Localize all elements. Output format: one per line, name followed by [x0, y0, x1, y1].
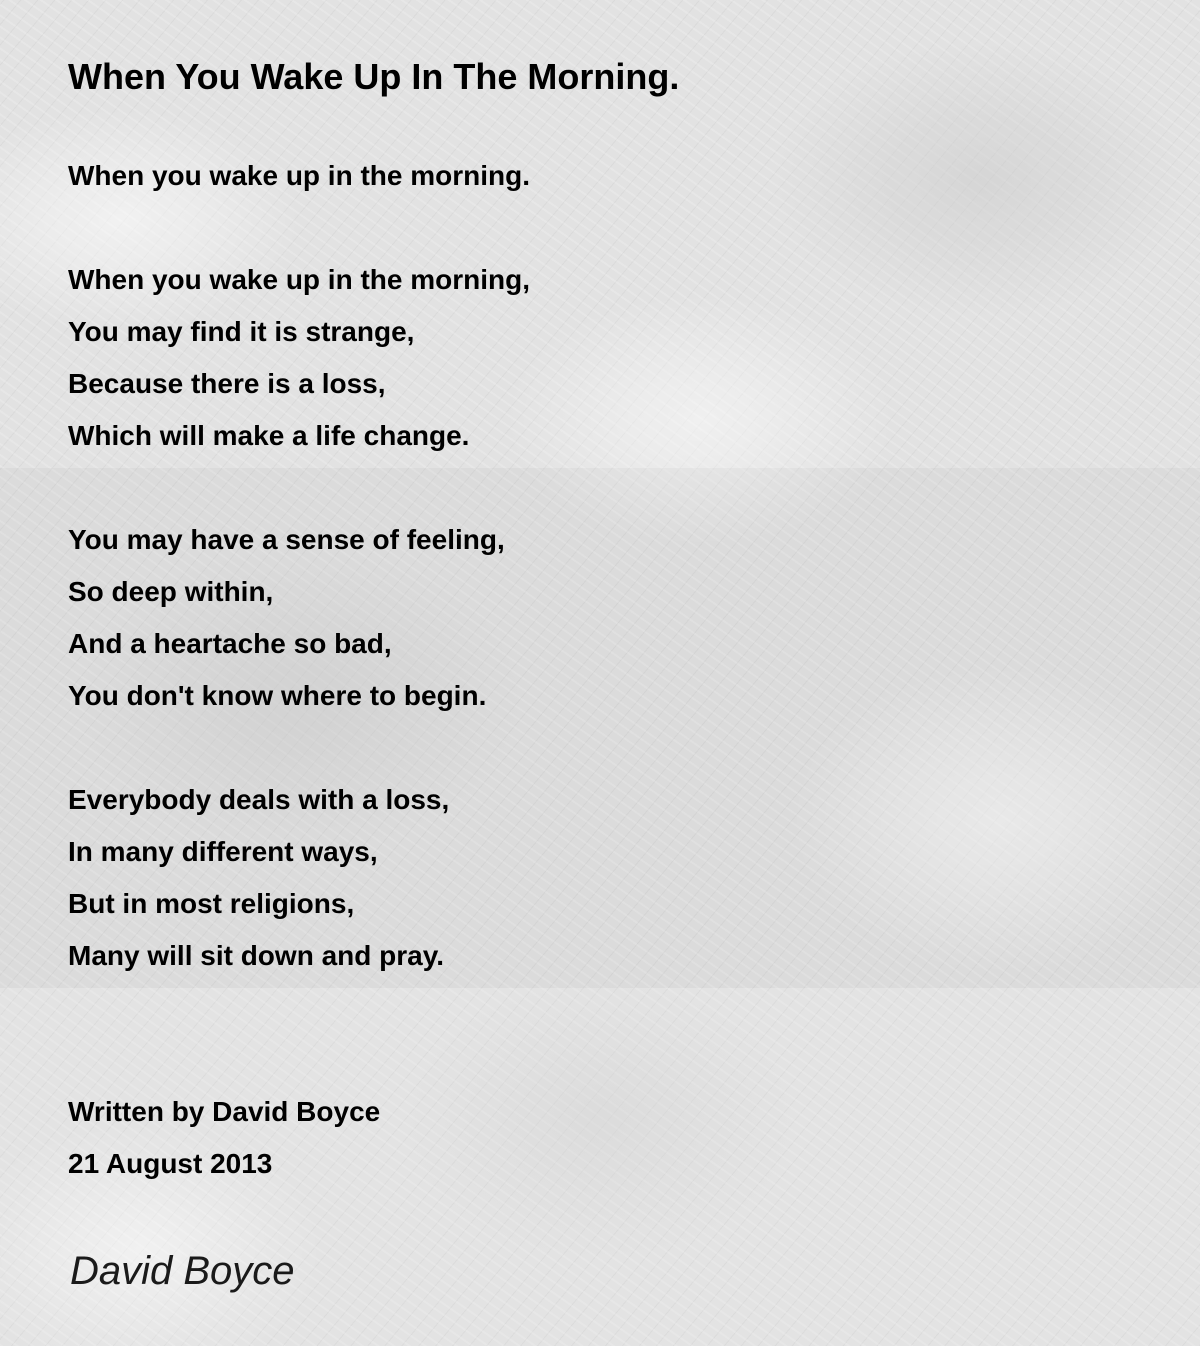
poem-body: [68, 150, 530, 982]
poem-line: In many different ways,: [68, 836, 378, 867]
poem-line: Because there is a loss,: [68, 368, 386, 399]
poem-line: But in most religions,: [68, 888, 355, 919]
poem-line: And a heartache so bad,: [68, 628, 392, 659]
author-name: David Boyce: [70, 1249, 295, 1293]
stanza-break: [68, 722, 530, 774]
written-date: 21 August 2013: [68, 1148, 273, 1179]
poem-line: You may have a sense of feeling,: [68, 524, 505, 555]
poem-line: Everybody deals with a loss,: [68, 784, 450, 815]
poem-line: So deep within,: [68, 576, 274, 607]
stanza-break: [68, 462, 530, 514]
poem-line: Which will make a life change.: [68, 420, 470, 451]
poem-credit: [68, 1086, 380, 1190]
poem-title: When You Wake Up In The Morning.: [68, 56, 680, 97]
stanza-break: [68, 202, 530, 254]
poem-line: When you wake up in the morning,: [68, 264, 531, 295]
written-by: Written by David Boyce: [68, 1096, 381, 1127]
poem-line: You may find it is strange,: [68, 316, 415, 347]
poem-line: When you wake up in the morning.: [68, 160, 531, 191]
poem-line: You don't know where to begin.: [68, 680, 487, 711]
poem-line: Many will sit down and pray.: [68, 940, 444, 971]
